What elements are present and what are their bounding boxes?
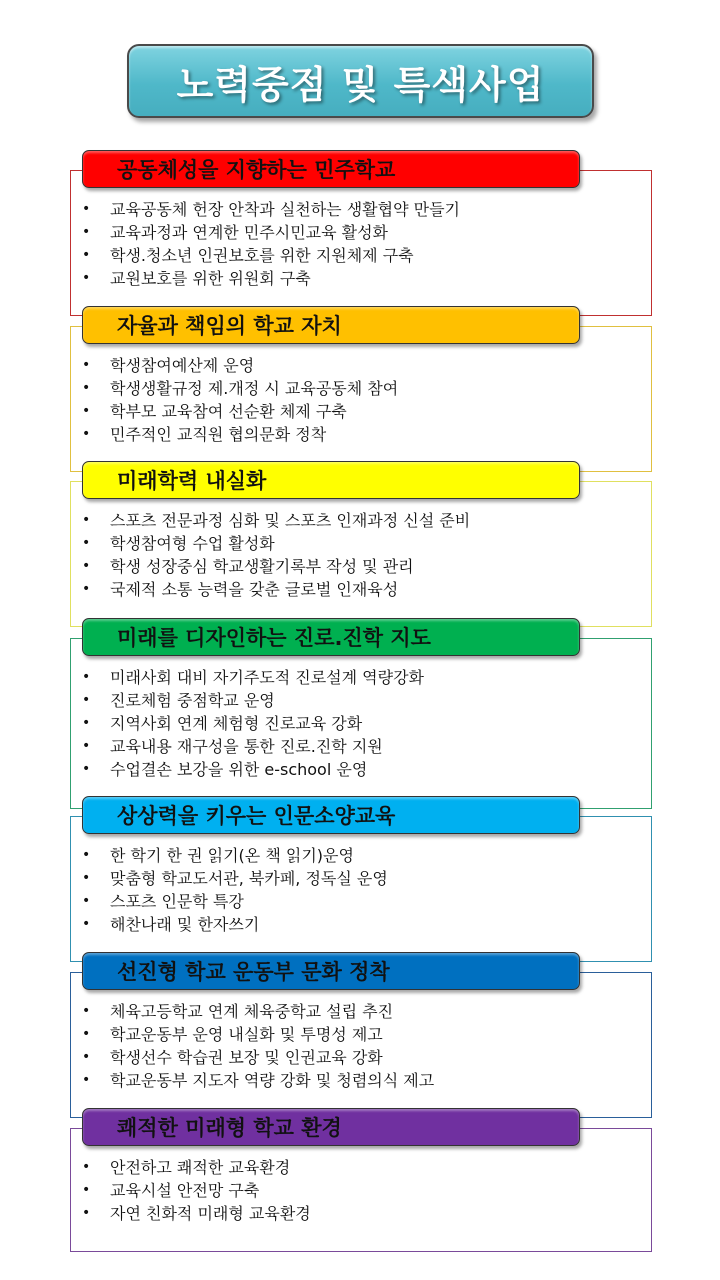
list-item: • 안전하고 쾌적한 교육환경	[80, 1156, 311, 1179]
list-item: • 학생생활규정 제.개정 시 교육공동체 참여	[80, 377, 398, 400]
list-item: • 교육과정과 연계한 민주시민교육 활성화	[80, 221, 460, 244]
section-heading: 미래학력 내실화	[117, 469, 267, 493]
section-heading: 자율과 책임의 학교 자치	[117, 314, 342, 338]
section-header	[82, 461, 580, 499]
section-header	[82, 796, 580, 834]
page-title-banner	[127, 44, 594, 118]
list-item: • 체육고등학교 연계 체육중학교 설립 추진	[80, 1000, 434, 1023]
list-item: • 학부모 교육참여 선순환 체제 구축	[80, 400, 398, 423]
section-header	[82, 618, 580, 656]
page-title: 노력중점 및 특색사업	[176, 62, 545, 107]
list-item: • 학생참여예산제 운영	[80, 354, 398, 377]
list-item: • 스포츠 전문과정 심화 및 스포츠 인재과정 신설 준비	[80, 509, 470, 532]
section-header	[82, 1108, 580, 1146]
list-item: • 한 학기 한 권 읽기(온 책 읽기)운영	[80, 844, 388, 867]
list-item: • 학생참여형 수업 활성화	[80, 532, 470, 555]
list-item: • 진로체험 중점학교 운영	[80, 689, 424, 712]
list-item: • 교육공동체 헌장 안착과 실천하는 생활협약 만들기	[80, 198, 460, 221]
section-item-list	[80, 354, 398, 446]
section-header	[82, 306, 580, 344]
list-item: • 자연 친화적 미래형 교육환경	[80, 1202, 311, 1225]
section-heading: 선진형 학교 운동부 문화 정착	[117, 960, 390, 984]
list-item: • 학생.청소년 인권보호를 위한 지원체제 구축	[80, 244, 460, 267]
list-item: • 민주적인 교직원 협의문화 정착	[80, 423, 398, 446]
list-item: • 교원보호를 위한 위원회 구축	[80, 267, 460, 290]
list-item: • 미래사회 대비 자기주도적 진로설계 역량강화	[80, 666, 424, 689]
list-item: • 국제적 소통 능력을 갖춘 글로벌 인재육성	[80, 578, 470, 601]
list-item: • 지역사회 연계 체험형 진로교육 강화	[80, 712, 424, 735]
list-item: • 교육내용 재구성을 통한 진로.진학 지원	[80, 735, 424, 758]
list-item: • 교육시설 안전망 구축	[80, 1179, 311, 1202]
section-heading: 미래를 디자인하는 진로.진학 지도	[117, 626, 431, 650]
list-item: • 학생선수 학습권 보장 및 인권교육 강화	[80, 1046, 434, 1069]
list-item: • 해찬나래 및 한자쓰기	[80, 913, 388, 936]
section-item-list	[80, 509, 470, 601]
list-item: • 학교운동부 지도자 역량 강화 및 청렴의식 제고	[80, 1069, 434, 1092]
list-item: • 수업결손 보강을 위한 e-school 운영	[80, 758, 424, 781]
section-item-list	[80, 666, 424, 781]
section-item-list	[80, 198, 460, 290]
list-item: • 학생 성장중심 학교생활기록부 작성 및 관리	[80, 555, 470, 578]
section-heading: 상상력을 키우는 인문소양교육	[117, 804, 396, 828]
list-item: • 맞춤형 학교도서관, 북카페, 정독실 운영	[80, 867, 388, 890]
section-header	[82, 150, 580, 188]
section-header	[82, 952, 580, 990]
section-heading: 공동체성을 지향하는 민주학교	[117, 158, 396, 182]
list-item: • 학교운동부 운영 내실화 및 투명성 제고	[80, 1023, 434, 1046]
section-item-list	[80, 844, 388, 936]
section-item-list	[80, 1000, 434, 1092]
section-heading: 쾌적한 미래형 학교 환경	[117, 1116, 342, 1140]
list-item: • 스포츠 인문학 특강	[80, 890, 388, 913]
section-item-list	[80, 1156, 311, 1225]
